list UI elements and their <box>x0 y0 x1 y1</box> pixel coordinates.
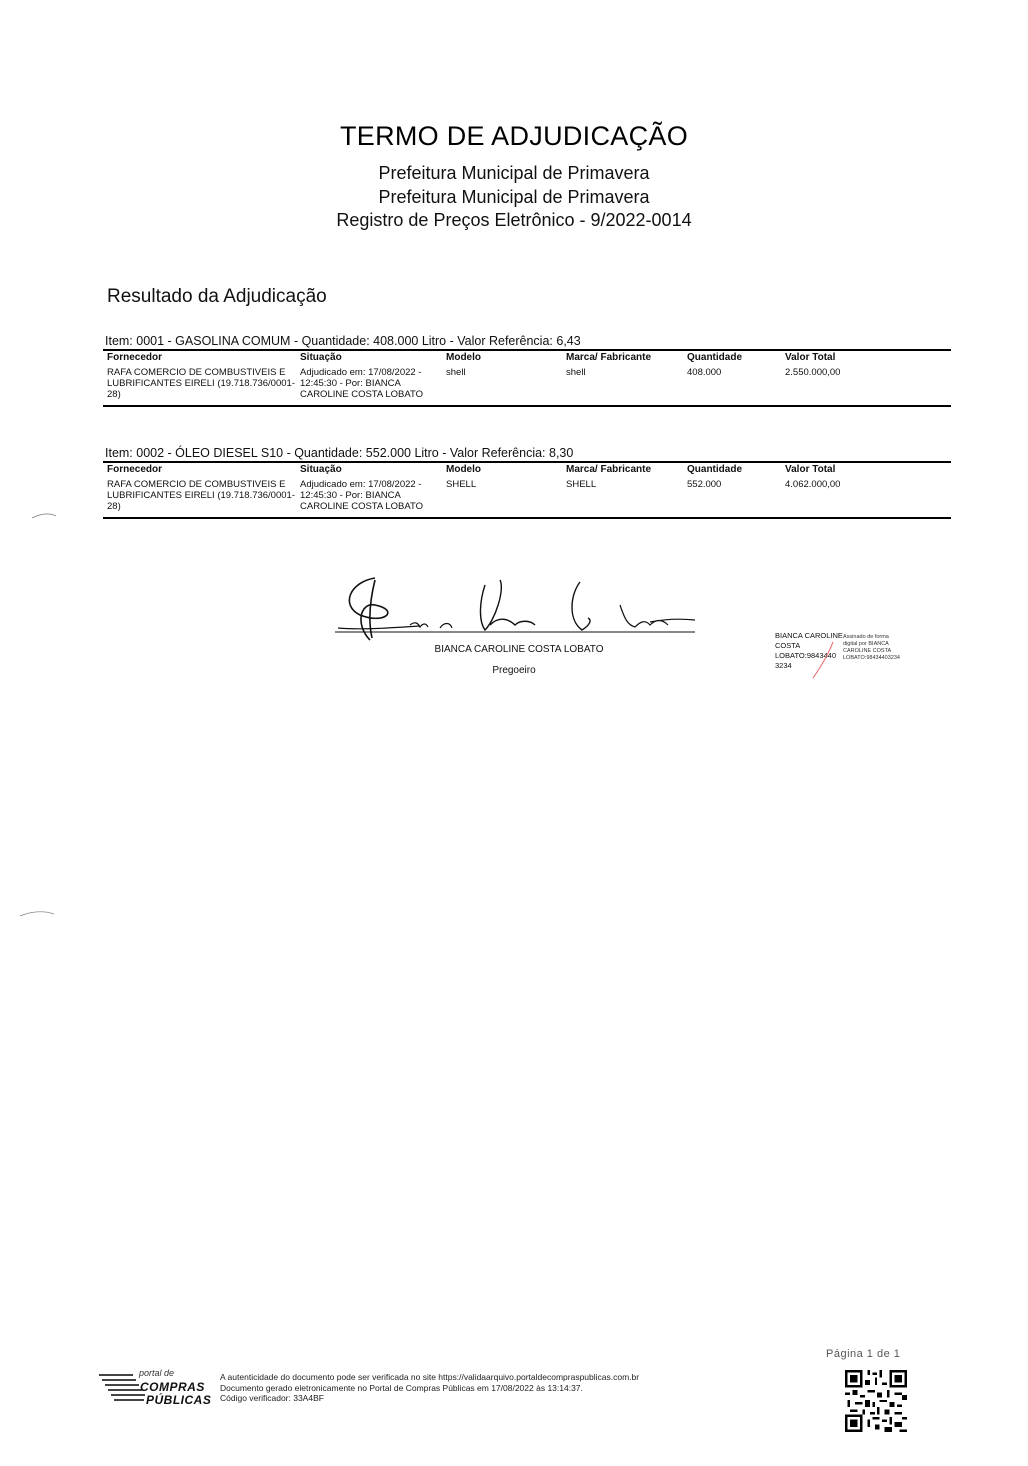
scan-artifact <box>18 908 58 920</box>
digital-signature-line: LOBATO:98434403234 <box>843 655 900 661</box>
cell-valor-total: 2.550.000,00 <box>785 367 841 378</box>
divider <box>103 405 951 407</box>
cell-modelo: shell <box>446 367 466 378</box>
digital-signature-line: CAROLINE COSTA <box>843 648 892 654</box>
qr-code-icon <box>845 1370 907 1432</box>
cell-quantidade: 552.000 <box>687 479 722 490</box>
table-row <box>103 477 951 517</box>
organization-name: Prefeitura Municipal de Primavera <box>378 163 650 183</box>
item-heading: Item: 0001 - GASOLINA COMUM - Quantidade: 408.000 Litro - Valor Referência: 6,43 <box>105 334 581 348</box>
signer-role: Pregoeiro <box>492 665 536 676</box>
logo-text-small: portal de <box>139 1368 175 1378</box>
divider <box>103 517 951 519</box>
cell-marca: SHELL <box>566 479 597 490</box>
organization-unit: Prefeitura Municipal de Primavera <box>378 187 650 207</box>
digital-signature-statement <box>843 634 913 662</box>
table-header-row <box>103 351 951 365</box>
page-number: Página 1 de 1 <box>826 1348 901 1360</box>
item-block-0001 <box>103 334 951 407</box>
column-valor-total: Valor Total <box>785 464 836 475</box>
digital-signature-line: Assinado de forma <box>843 634 889 640</box>
footer-generated-line: Documento gerado eletronicamente no Portal de Compras Públicas em 17/08/2022 às 13:14:37. <box>220 1382 583 1393</box>
digital-signature-line: LOBATO:9843440 <box>775 651 837 660</box>
logo-text-publicas: PÚBLICAS <box>146 1393 212 1407</box>
process-identifier: Registro de Preços Eletrônico - 9/2022-0014 <box>336 210 692 230</box>
cell-quantidade: 408.000 <box>687 367 722 378</box>
digital-signature-line: BIANCA CAROLINE <box>775 631 843 640</box>
column-modelo: Modelo <box>446 464 481 475</box>
column-fornecedor: Fornecedor <box>107 352 163 363</box>
column-quantidade: Quantidade <box>687 352 743 363</box>
table-row <box>103 365 951 405</box>
section-title: Resultado da Adjudicação <box>107 286 327 307</box>
column-marca: Marca/ Fabricante <box>566 352 652 363</box>
cell-fornecedor: RAFA COMERCIO DE COMBUSTIVEIS E LUBRIFICANTES EIRELI (19.718.736/0001-28) <box>107 479 295 512</box>
column-marca: Marca/ Fabricante <box>566 464 652 475</box>
cell-situacao: Adjudicado em: 17/08/2022 - 12:45:30 - Por: BIANCA CAROLINE COSTA LOBATO <box>300 367 424 400</box>
cell-fornecedor: RAFA COMERCIO DE COMBUSTIVEIS E LUBRIFICANTES EIRELI (19.718.736/0001-28) <box>107 367 295 400</box>
column-quantidade: Quantidade <box>687 464 743 475</box>
digital-signature-line: COSTA <box>775 641 801 650</box>
footer-verification-code: Código verificador: 33A4BF <box>220 1393 324 1403</box>
cell-marca: shell <box>566 367 586 378</box>
column-situacao: Situação <box>300 352 342 363</box>
digital-signature-line: digital por BIANCA <box>843 641 889 647</box>
document-title: TERMO DE ADJUDICAÇÃO <box>339 121 689 151</box>
column-modelo: Modelo <box>446 352 481 363</box>
digital-signature-line: 3234 <box>775 661 792 670</box>
digital-signature-mark <box>808 640 838 680</box>
footer-notice <box>220 1372 639 1404</box>
item-block-0002 <box>103 446 951 519</box>
cell-situacao: Adjudicado em: 17/08/2022 - 12:45:30 - Por: BIANCA CAROLINE COSTA LOBATO <box>300 479 424 512</box>
column-fornecedor: Fornecedor <box>107 464 163 475</box>
handwritten-signature <box>330 570 700 650</box>
scan-artifact <box>30 510 60 520</box>
column-situacao: Situação <box>300 464 342 475</box>
column-valor-total: Valor Total <box>785 352 836 363</box>
cell-modelo: SHELL <box>446 479 477 490</box>
table-header-row <box>103 463 951 477</box>
signer-name: BIANCA CAROLINE COSTA LOBATO <box>434 644 604 655</box>
cell-valor-total: 4.062.000,00 <box>785 479 841 490</box>
item-heading: Item: 0002 - ÓLEO DIESEL S10 - Quantidade: 552.000 Litro - Valor Referência: 8,30 <box>105 446 574 460</box>
footer-authenticity-line: A autenticidade do documento pode ser verificada no site https://validaarquivo.portaldecompraspublicas.com.br <box>220 1372 640 1382</box>
logo-text-compras: COMPRAS <box>140 1380 205 1394</box>
